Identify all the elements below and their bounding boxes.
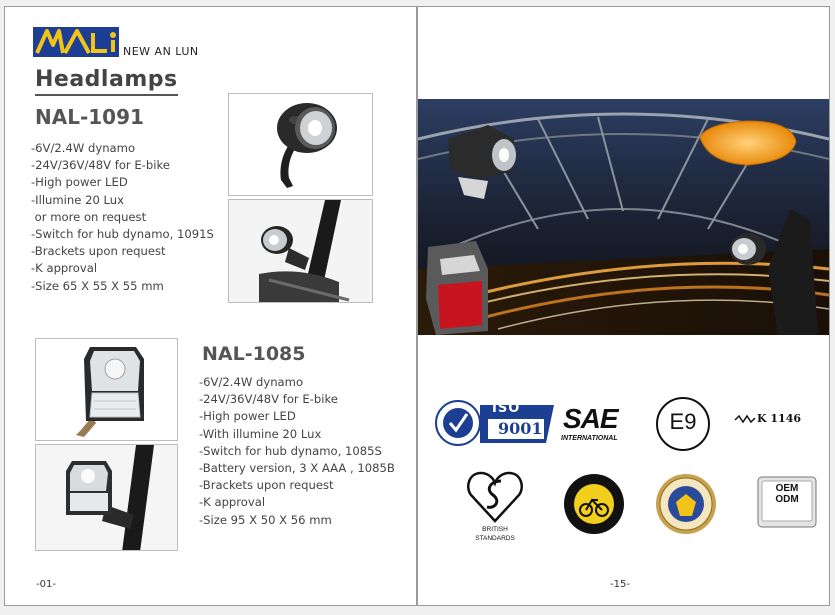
iso-9001-badge bbox=[434, 399, 554, 447]
spec-item: -Switch for hub dynamo, 1085S bbox=[199, 443, 382, 458]
sae-international-badge bbox=[561, 403, 637, 447]
k-approval-mark bbox=[733, 409, 823, 431]
iso-label: ISO bbox=[492, 401, 521, 416]
bridge-night-photo bbox=[418, 99, 829, 335]
quality-seal-badge bbox=[654, 472, 718, 536]
bridge-banner-image bbox=[418, 99, 829, 335]
photo-1085-mounted bbox=[35, 444, 178, 551]
oem-odm-badge bbox=[754, 473, 820, 531]
spec-item: -Brackets upon request bbox=[31, 244, 166, 259]
k-mark-label: K 1146 bbox=[757, 412, 802, 425]
spec-item: -High power LED bbox=[199, 409, 296, 424]
bicycle-lighting-badge bbox=[562, 472, 626, 536]
spec-item: -Size 95 X 50 X 56 mm bbox=[199, 512, 332, 527]
spec-list-1085 bbox=[199, 374, 409, 529]
spec-item: -6V/2.4W dynamo bbox=[199, 375, 304, 389]
brand-logo bbox=[33, 27, 119, 57]
spec-item: -Battery version, 3 X AAA , 1085B bbox=[199, 461, 395, 476]
right-page bbox=[417, 6, 830, 606]
headlamp-1085-mounted-image bbox=[36, 445, 178, 551]
spec-item: -Brackets upon request bbox=[199, 478, 334, 493]
bsi-line-2: STANDARDS bbox=[475, 535, 515, 542]
spec-item: -Switch for hub dynamo, 1091S bbox=[31, 227, 214, 242]
photo-1091-mounted bbox=[228, 199, 373, 303]
e9-mark-badge bbox=[654, 395, 712, 453]
spec-item: or more on request bbox=[31, 209, 147, 224]
oem-text bbox=[764, 483, 810, 505]
iso-number: 9001 bbox=[498, 419, 543, 438]
bsi-text bbox=[463, 525, 527, 543]
left-page bbox=[4, 6, 417, 606]
spec-item: -K approval bbox=[199, 495, 266, 510]
wave-icon bbox=[733, 409, 757, 431]
spec-item: -K approval bbox=[31, 261, 98, 276]
page-number-left: -01- bbox=[36, 579, 56, 590]
bsi-line-1: BRITISH bbox=[482, 526, 508, 533]
photo-1085-front bbox=[35, 338, 178, 441]
headlamp-1085-image bbox=[36, 339, 178, 441]
spec-item: -24V/36V/48V for E-bike bbox=[199, 392, 338, 407]
kitemark-heart-icon bbox=[463, 467, 527, 525]
model-title-1091: NAL-1091 bbox=[35, 105, 144, 129]
spec-item: -High power LED bbox=[31, 175, 128, 190]
model-title-1085: NAL-1085 bbox=[202, 343, 306, 365]
oem-line-1: OEM bbox=[775, 483, 799, 494]
brand-name: NEW AN LUN bbox=[123, 45, 199, 58]
oem-line-2: ODM bbox=[775, 494, 799, 505]
sae-label: SAE bbox=[563, 403, 618, 434]
sae-sub-label: INTERNATIONAL bbox=[561, 435, 618, 442]
headlamp-1091-mounted-image bbox=[229, 200, 373, 303]
spec-list-1091 bbox=[31, 140, 231, 295]
spec-item: -6V/2.4W dynamo bbox=[31, 141, 136, 155]
british-standards-badge bbox=[463, 467, 527, 549]
bicycle-seal-icon bbox=[562, 472, 626, 536]
e9-label: E9 bbox=[669, 409, 697, 434]
gold-seal-icon bbox=[654, 472, 718, 536]
photo-1091-front bbox=[228, 93, 373, 196]
headlamp-1091-image bbox=[229, 94, 373, 196]
spec-item: -Illumine 20 Lux bbox=[31, 192, 124, 207]
spec-item: -Size 65 X 55 X 55 mm bbox=[31, 278, 164, 293]
page-number-right: -15- bbox=[610, 579, 630, 590]
section-title: Headlamps bbox=[35, 67, 178, 96]
nal-logo-icon bbox=[33, 27, 119, 57]
spec-item: -24V/36V/48V for E-bike bbox=[31, 158, 170, 173]
spec-item: -With illumine 20 Lux bbox=[199, 426, 322, 441]
